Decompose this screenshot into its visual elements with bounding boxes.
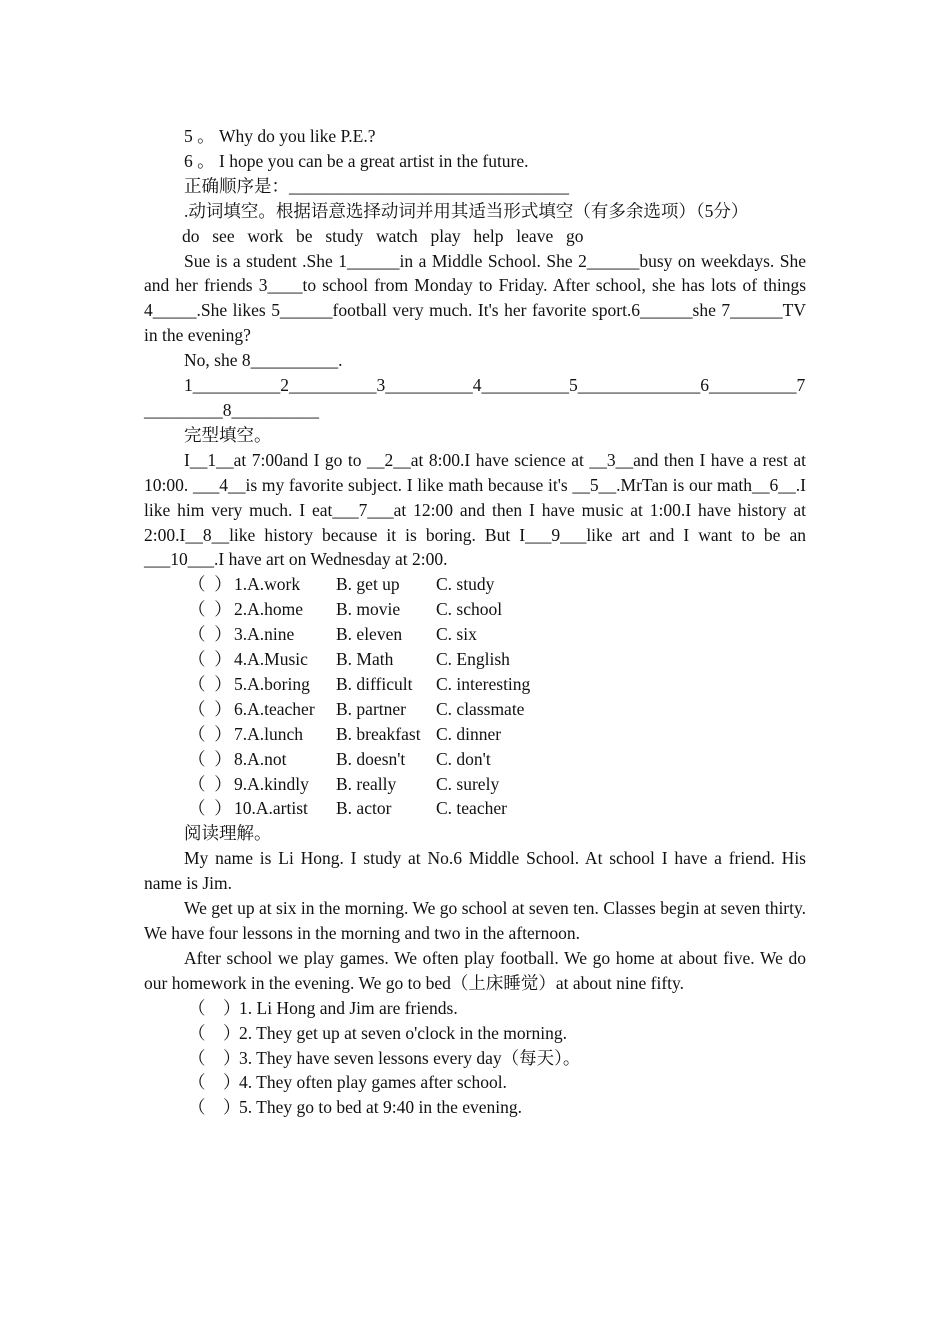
option-b: B. actor — [336, 798, 392, 819]
option-a: 9.A.kindly — [234, 773, 309, 794]
answer-paren: （ ） — [188, 698, 232, 719]
option-a: 6.A.teacher — [234, 698, 315, 719]
cloze-question — [144, 622, 806, 647]
reading-paragraph: My name is Li Hong. I study at No.6 Middle School. At school I have a friend. His name is Jim. — [144, 848, 806, 894]
reading-title: 阅读理解。 — [184, 823, 272, 844]
answer-paren: （ ） — [188, 624, 232, 645]
option-a: 7.A.lunch — [234, 723, 304, 744]
answer-paren: （ ） — [188, 997, 241, 1018]
statement-text: 4. They often play games after school. — [239, 1072, 507, 1093]
reading-question — [144, 1070, 806, 1095]
option-b: B. difficult — [336, 673, 413, 694]
option-a: 5.A.boring — [234, 673, 310, 694]
option-c: C. school — [436, 599, 503, 620]
answer-paren: （ ） — [188, 649, 232, 670]
option-b: B. get up — [336, 574, 400, 595]
option-a: 4.A.Music — [234, 649, 308, 670]
option-c: C. teacher — [436, 798, 507, 819]
verb-passage: Sue is a student .She 1______in a Middle School. She 2______busy on weekdays. She and her friends 3____to school from Monday to Friday. After school, she has lots of things 4_____.She likes 5______football very much. It's her favorite sport.6______she 7______TV in the evening? — [144, 250, 806, 346]
reading-question — [144, 1021, 806, 1046]
option-c: C. surely — [436, 773, 500, 794]
answer-paren: （ ） — [188, 723, 232, 744]
reading-paragraph: We get up at six in the morning. We go school at seven ten. Classes begin at seven thirty. We have four lessons in the morning and two in the afternoon. — [144, 898, 806, 943]
reading-question-list — [144, 996, 806, 1121]
cloze-passage: I__1__at 7:00and I go to __2__at 8:00.I have science at __3__and then I have a rest at 10:00. ___4__is my favorite subject. I like math because it's __5__.MrTan is our math__6__.I like him very much. I eat___7___at 12:00 and then I have music at 1:00.I have history at 2:00.I__8__like history because it is boring. But I___9___like art and I want to be an ___10___.I have art on Wednesday at 2:00. — [144, 449, 806, 570]
verb-answer-line: No, she 8__________. — [184, 350, 343, 371]
ordering-item-6: 6 。 I hope you can be a great artist in the future. — [184, 150, 529, 171]
answer-paren: （ ） — [188, 673, 232, 694]
option-a: 3.A.nine — [234, 624, 295, 645]
cloze-question — [144, 722, 806, 747]
answer-paren: （ ） — [188, 1072, 241, 1093]
verb-blanks-line: 1__________2__________3__________4__________5______________6__________7_________8__________ — [144, 375, 806, 420]
option-b: B. really — [336, 773, 397, 794]
ordering-item-5: 5 。 Why do you like P.E.? — [184, 126, 376, 146]
option-c: C. six — [436, 624, 477, 645]
option-c: C. don't — [436, 748, 491, 769]
cloze-question — [144, 597, 806, 622]
answer-paren: （ ） — [188, 1047, 241, 1068]
option-b: B. doesn't — [336, 748, 406, 769]
option-c: C. study — [436, 574, 495, 595]
answer-paren: （ ） — [188, 773, 232, 794]
option-b: B. partner — [336, 698, 406, 719]
cloze-question — [144, 772, 806, 797]
cloze-question — [144, 647, 806, 672]
answer-paren: （ ） — [188, 798, 232, 819]
verb-word-bank: do see work be study watch play help leave go — [182, 225, 584, 246]
cloze-question — [144, 747, 806, 772]
answer-paren: （ ） — [188, 748, 232, 769]
statement-text: 3. They have seven lessons every day（每天）。 — [239, 1047, 581, 1068]
cloze-question — [144, 672, 806, 697]
worksheet-page — [144, 124, 806, 1120]
answer-paren: （ ） — [188, 574, 232, 595]
reading-question — [144, 996, 806, 1021]
answer-paren: （ ） — [188, 1097, 241, 1118]
cloze-question — [144, 697, 806, 722]
option-b: B. breakfast — [336, 723, 421, 744]
verb-section-title: .动词填空。根据语意选择动词并用其适当形式填空（有多余选项）（5分） — [184, 200, 749, 221]
cloze-title: 完型填空。 — [184, 424, 272, 445]
answer-paren: （ ） — [188, 1022, 241, 1043]
ordering-answer-line: 正确顺序是：________________________________ — [184, 175, 569, 196]
cloze-question — [144, 572, 806, 597]
answer-paren: （ ） — [188, 599, 232, 620]
reading-question — [144, 1046, 806, 1071]
option-a: 2.A.home — [234, 599, 304, 620]
reading-question — [144, 1095, 806, 1120]
option-c: C. interesting — [436, 673, 531, 694]
option-c: C. English — [436, 649, 510, 670]
reading-paragraph: After school we play games. We often play football. We go home at about five. We do our homework in the evening. We go to bed（上床睡觉）at about nine fifty. — [144, 947, 806, 993]
statement-text: 5. They go to bed at 9:40 in the evening. — [239, 1097, 523, 1118]
option-a: 1.A.work — [234, 574, 301, 595]
option-a: 8.A.not — [234, 748, 287, 769]
option-c: C. dinner — [436, 723, 502, 744]
cloze-question — [144, 796, 806, 821]
option-a: 10.A.artist — [234, 798, 308, 819]
statement-text: 1. Li Hong and Jim are friends. — [239, 997, 458, 1018]
option-b: B. eleven — [336, 624, 403, 645]
cloze-question-list — [144, 572, 806, 821]
option-c: C. classmate — [436, 698, 525, 719]
option-b: B. movie — [336, 599, 401, 620]
statement-text: 2. They get up at seven o'clock in the morning. — [239, 1022, 567, 1043]
option-b: B. Math — [336, 649, 394, 670]
